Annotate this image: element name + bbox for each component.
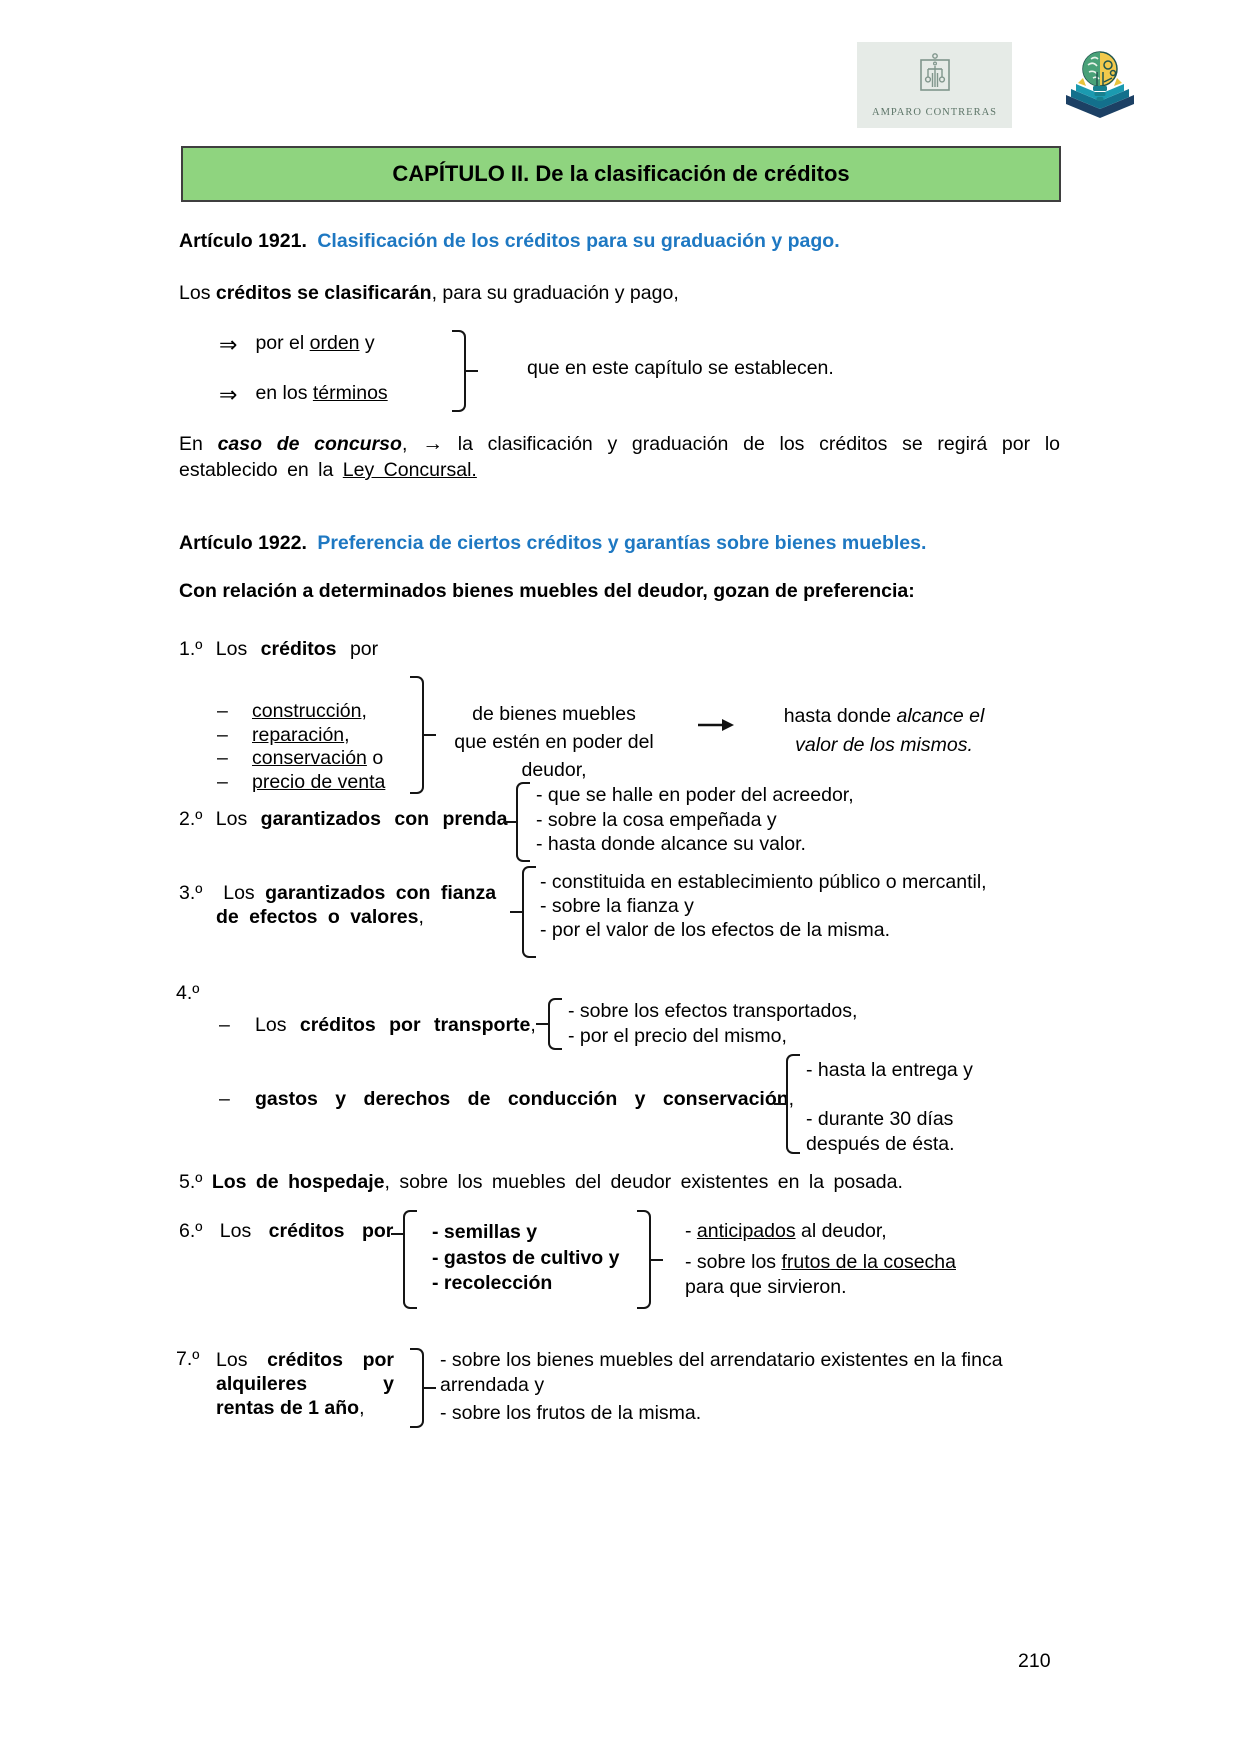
list-item: - recolección (432, 1272, 553, 1294)
i4a-pre: Los (255, 1014, 300, 1036)
option-orden-text (255, 332, 374, 355)
i1-right-italic: alcance el valor de los mismos. (795, 705, 985, 756)
list-item: - sobre la fianza y (540, 895, 694, 917)
i7-word: rentas de 1 año (216, 1397, 360, 1419)
page-number: 210 (1018, 1650, 1051, 1672)
item-3-list (540, 870, 987, 942)
item-6-heading (179, 1220, 393, 1243)
list-item: - sobre la cosa empeñada y (536, 808, 777, 831)
list-item: - sobre los efectos transportados, (568, 1000, 858, 1022)
brand-logo-box (857, 42, 1012, 128)
chapter-title: CAPÍTULO II. De la clasificación de créditos (392, 161, 850, 186)
i6-bold: créditos por (268, 1220, 394, 1242)
i1-bold: créditos (260, 638, 337, 660)
option-terminos (219, 382, 388, 405)
concurso-mid: , (401, 433, 423, 455)
i5-pre: 5.º (179, 1171, 212, 1193)
i1-post: por (336, 638, 379, 660)
i7-item-2: - sobre los frutos de la misma. (440, 1402, 702, 1424)
article-1922-title: Preferencia de ciertos créditos y garantías sobre bienes muebles. (317, 532, 927, 554)
article-1921-intro (179, 282, 679, 305)
intro-bold: créditos se clasificarán (215, 282, 432, 304)
list-item-text (252, 700, 367, 724)
i1-item-punct: o (366, 747, 384, 769)
item-3-heading (179, 881, 496, 929)
i4a-post: , (530, 1014, 536, 1036)
bracket-item-3 (522, 866, 536, 958)
article-1922-heading (179, 532, 926, 555)
i6-r2-underlined: frutos de la cosecha (781, 1251, 956, 1273)
item-4b-heading (255, 1088, 794, 1111)
bracket-item-4a (548, 998, 562, 1050)
solid-arrow-icon (698, 715, 734, 738)
list-item-text (252, 724, 350, 748)
brain-book-logo-icon (1060, 42, 1140, 132)
i2-bold: garantizados con prenda (260, 808, 508, 830)
intro-pre: Los (179, 282, 216, 304)
item-6-crops-list (432, 1220, 619, 1297)
item-1-middle-text: de bienes muebles que estén en poder del deudor, (454, 703, 654, 781)
i4b-bold: gastos y derechos de conducción y conservación (255, 1088, 789, 1110)
i1-pre: 1.º Los (179, 638, 261, 660)
list-item-text (252, 771, 385, 795)
list-item (217, 724, 385, 748)
concurso-paragraph (179, 431, 1060, 483)
list-item-text (252, 747, 383, 771)
opt1-post: y (359, 332, 375, 354)
opt2-pre: en los (255, 382, 313, 404)
bracket-item-7 (410, 1348, 424, 1428)
i7-item-1: - sobre los bienes muebles del arrendatario existentes en la finca arrendada y (440, 1349, 1003, 1396)
list-item: - por el precio del mismo, (568, 1025, 787, 1047)
bracket-item-1 (410, 676, 424, 794)
list-item: - hasta donde alcance su valor. (536, 833, 806, 855)
i1-item-punct: , (361, 700, 367, 722)
i3-post: , (418, 906, 424, 928)
i4b-item-2: - durante 30 días después de ésta. (806, 1108, 955, 1155)
arrow-icon: → (422, 432, 444, 455)
list-item (217, 747, 385, 771)
i1-right-pre: hasta donde (783, 705, 897, 727)
i7-line1 (216, 1348, 394, 1372)
i6-r2-pre: - sobre los (685, 1251, 782, 1273)
opt2-underlined: términos (312, 382, 388, 404)
list-item (217, 771, 385, 795)
i6-right-item-1 (685, 1220, 887, 1243)
item-1-right-text (768, 702, 1000, 760)
i6-right-item-2 (685, 1250, 975, 1300)
i4b-item-1: - hasta la entrega y (806, 1059, 973, 1081)
bracket-item-2 (516, 782, 530, 862)
bracket-1921-note: que en este capítulo se establecen. (527, 357, 834, 379)
i3-number: 3.º (179, 882, 203, 904)
i6-r2-post: para que sirvieron. (685, 1276, 847, 1298)
i7-word: y (383, 1373, 394, 1395)
i7-line2 (216, 1372, 394, 1396)
double-arrow-icon: ⇒ (219, 382, 238, 407)
list-item: - constituida en establecimiento público o mercantil, (540, 871, 987, 893)
item-4-number: 4.º (176, 982, 200, 1004)
i2-pre: 2.º Los (179, 808, 261, 830)
article-1921-label: Artículo 1921. (179, 230, 307, 252)
concurso-pre: En (179, 433, 218, 455)
i6-pre: 6.º Los (179, 1220, 269, 1242)
item-2-list (536, 783, 854, 857)
bracket-1921 (452, 330, 466, 412)
bracket-item-6-right (637, 1210, 651, 1309)
concurso-bold-italic: caso de concurso (217, 433, 402, 455)
i7-word: Los (216, 1349, 248, 1371)
i7-word: créditos (267, 1349, 343, 1371)
item-4a-heading (255, 1014, 536, 1037)
i1-item-word: reparación (252, 723, 345, 746)
item-4a-list (568, 999, 857, 1049)
i3-line1 (179, 881, 496, 905)
article-1921-heading (179, 230, 840, 253)
i3-bold2: de efectos o valores (216, 906, 419, 928)
option-terminos-text (255, 382, 387, 405)
i6-r1-post: al deudor, (795, 1220, 887, 1242)
bracket-item-6-left (403, 1210, 417, 1309)
i1-item-word: construcción (252, 700, 362, 722)
i3-pre: Los (223, 882, 266, 904)
i4a-bold: créditos por transporte (299, 1014, 531, 1036)
item-7-number: 7.º (176, 1348, 200, 1370)
item-5 (179, 1171, 903, 1194)
dash-bullet: – (217, 747, 228, 769)
article-1922-label: Artículo 1922. (179, 532, 307, 554)
dash-bullet: – (219, 1014, 230, 1036)
concurso-body: la clasificación y graduación de los créditos se regirá por lo establecido en la (179, 433, 1060, 481)
article-1922-lead: Con relación a determinados bienes muebles del deudor, gozan de preferencia: (179, 580, 915, 602)
dash-bullet: – (217, 770, 228, 793)
intro-post: , para su graduación y pago, (431, 282, 679, 304)
i7-word: alquileres (216, 1373, 308, 1395)
dash-bullet: – (217, 700, 228, 722)
concurso-underlined: Ley Concursal. (342, 459, 477, 481)
item-1-heading (179, 638, 378, 661)
list-item: - semillas y (432, 1221, 538, 1243)
article-1921-title: Clasificación de los créditos para su graduación y pago. (317, 230, 840, 252)
option-orden (219, 332, 375, 355)
i1-item-word: conservación (252, 747, 367, 769)
dash-bullet: – (217, 723, 228, 746)
i7-line3 (216, 1396, 394, 1420)
list-item (217, 700, 385, 724)
i4b-post: , (788, 1088, 795, 1110)
scales-icon (917, 52, 953, 102)
i1-item-punct: , (344, 723, 350, 746)
dash-bullet: – (219, 1088, 230, 1110)
opt1-pre: por el (255, 332, 310, 354)
chapter-banner (181, 146, 1061, 202)
item-1-list (217, 700, 385, 794)
i5-bold: Los de hospedaje (211, 1171, 385, 1193)
i1-item-word: precio de venta (252, 770, 386, 793)
i3-bold1: garantizados con fianza (265, 882, 497, 904)
i7-word: por (362, 1349, 394, 1371)
brand-name: AMPARO CONTRERAS (871, 107, 997, 118)
list-item: - por el valor de los efectos de la misma. (540, 919, 891, 941)
list-item: - que se halle en poder del acreedor, (536, 784, 854, 806)
list-item: - gastos de cultivo y (432, 1246, 620, 1269)
opt1-underlined: orden (309, 332, 360, 354)
item-2-heading (179, 808, 507, 831)
i6-r1-pre: - (685, 1220, 697, 1242)
bracket-item-4b (786, 1054, 800, 1154)
i6-r1-underlined: anticipados (696, 1220, 796, 1242)
double-arrow-icon: ⇒ (219, 332, 238, 357)
i5-post: , sobre los muebles del deudor existentes en la posada. (384, 1171, 903, 1193)
i3-line2 (179, 905, 496, 929)
i7-punct: , (359, 1397, 365, 1419)
item-7-heading (216, 1348, 394, 1420)
